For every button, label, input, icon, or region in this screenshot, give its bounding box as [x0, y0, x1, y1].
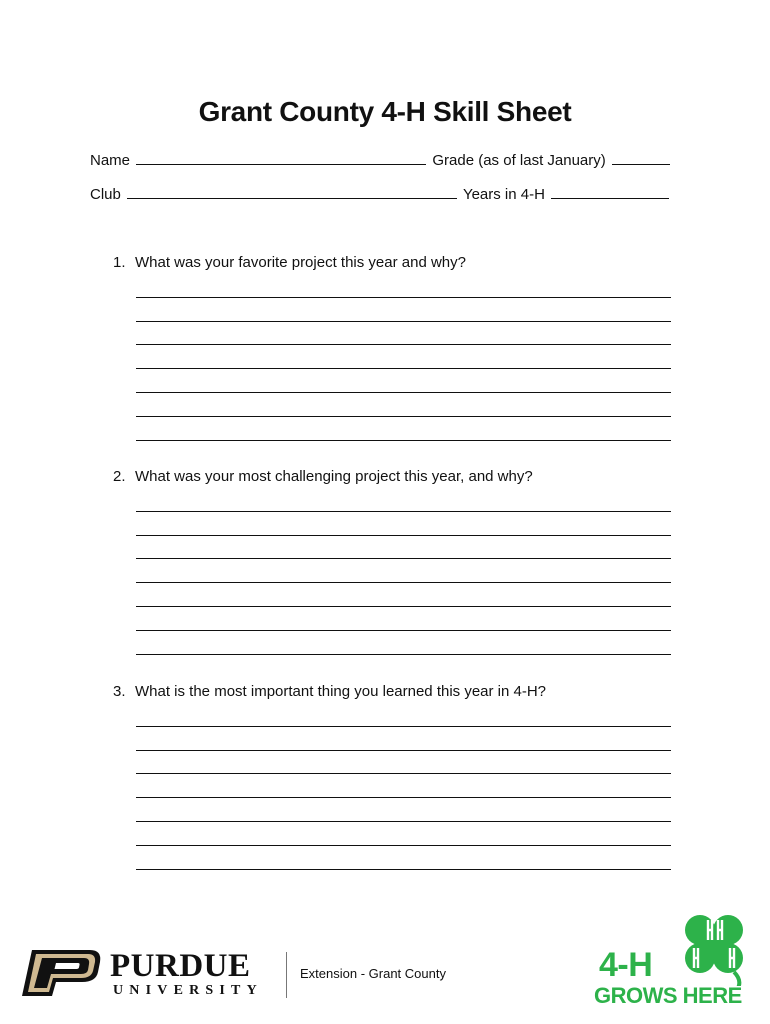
answer-area-1[interactable] [136, 274, 671, 441]
answer-line[interactable] [136, 631, 671, 655]
purdue-p-logo-icon [18, 948, 104, 998]
answer-line[interactable] [136, 559, 671, 583]
answer-area-3[interactable] [136, 703, 671, 870]
answer-line[interactable] [136, 345, 671, 369]
question-2 [113, 468, 673, 485]
answer-line[interactable] [136, 298, 671, 322]
name-field[interactable] [136, 150, 426, 165]
years-field[interactable] [551, 184, 669, 199]
answer-line[interactable] [136, 774, 671, 798]
question-text: What was your favorite project this year and why? [135, 254, 466, 271]
answer-line[interactable] [136, 274, 671, 298]
question-number: 2. [113, 468, 126, 485]
club-years-row [90, 184, 680, 203]
answer-line[interactable] [136, 703, 671, 727]
answer-line[interactable] [136, 846, 671, 870]
question-number: 3. [113, 683, 126, 700]
answer-line[interactable] [136, 798, 671, 822]
question-text: What was your most challenging project this year, and why? [135, 468, 533, 485]
answer-line[interactable] [136, 727, 671, 751]
answer-area-2[interactable] [136, 488, 671, 655]
page-title: Grant County 4-H Skill Sheet [198, 96, 572, 127]
years-label: Years in 4-H [462, 186, 545, 203]
question-1 [113, 254, 673, 271]
extension-label: Extension - Grant County [300, 966, 446, 981]
answer-line[interactable] [136, 488, 671, 512]
university-wordmark: UNIVERSITY [113, 983, 263, 998]
name-grade-row [90, 150, 680, 169]
answer-line[interactable] [136, 512, 671, 536]
answer-line[interactable] [136, 417, 671, 441]
answer-line[interactable] [136, 607, 671, 631]
answer-line[interactable] [136, 322, 671, 346]
four-h-wordmark: 4-H [599, 946, 653, 984]
answer-line[interactable] [136, 393, 671, 417]
answer-line[interactable] [136, 536, 671, 560]
answer-line[interactable] [136, 822, 671, 846]
name-label: Name [90, 152, 131, 169]
grows-here-wordmark: GROWS HERE [594, 983, 742, 1008]
club-field[interactable] [127, 184, 457, 199]
club-label: Club [90, 186, 121, 203]
footer-divider [286, 952, 287, 998]
grade-field[interactable] [612, 150, 670, 165]
question-number: 1. [113, 254, 126, 271]
grade-label: Grade (as of last January) [432, 152, 606, 169]
question-3 [113, 683, 673, 700]
question-text: What is the most important thing you learned this year in 4-H? [135, 683, 547, 700]
purdue-wordmark: PURDUE [110, 948, 251, 984]
answer-line[interactable] [136, 369, 671, 393]
answer-line[interactable] [136, 751, 671, 775]
answer-line[interactable] [136, 583, 671, 607]
